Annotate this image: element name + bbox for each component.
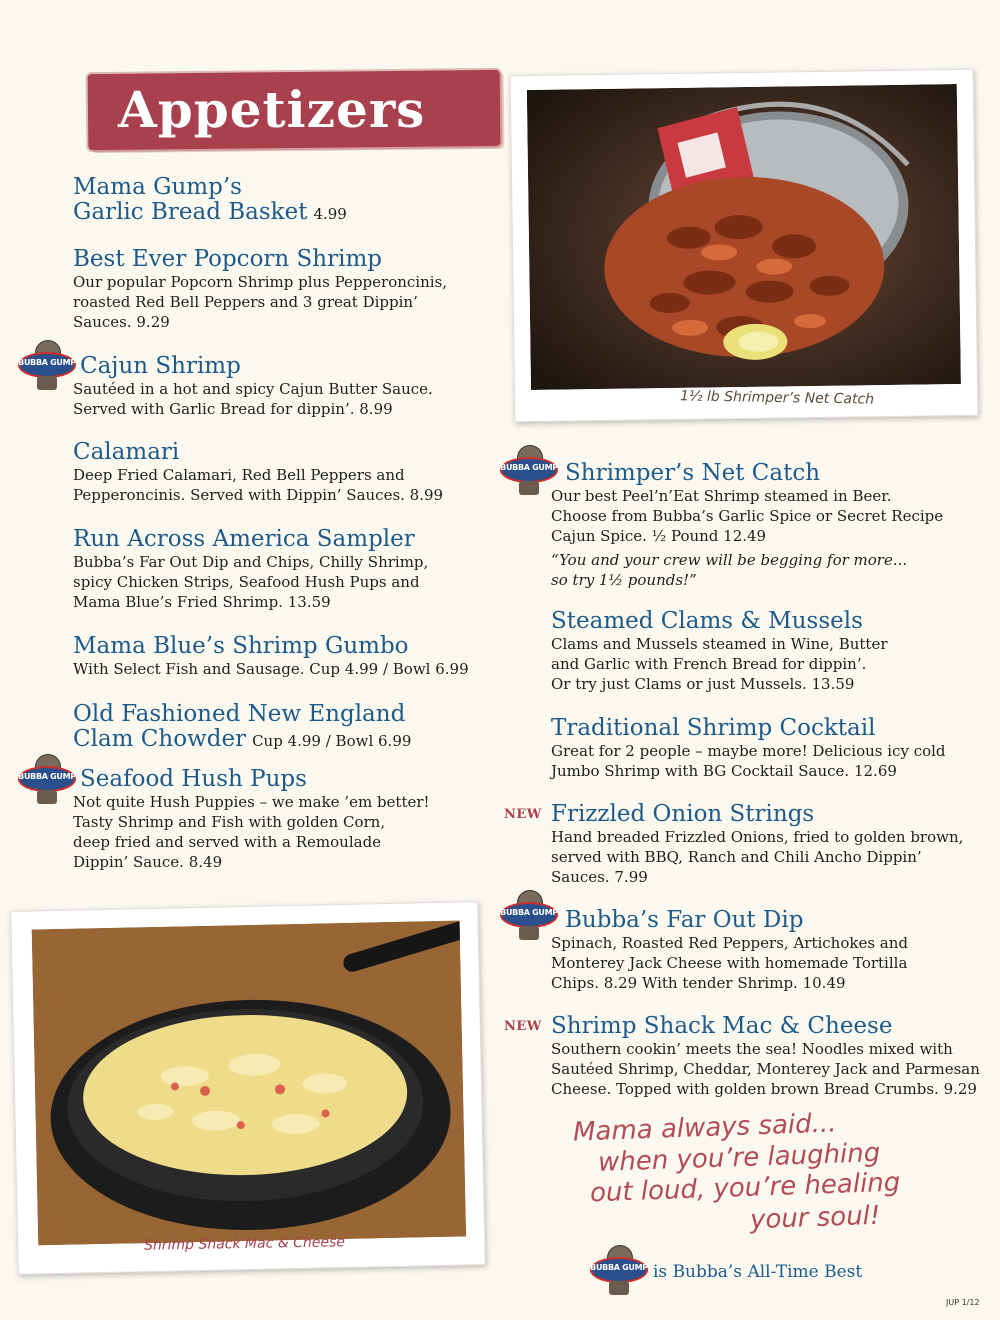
menu-item-shrimp-cocktail [551, 716, 981, 781]
item-desc-line: With Select Fish and Sausage. Cup 4.99 / Bowl 6.99 [73, 660, 469, 678]
item-desc-line: Southern cookin’ meets the sea! Noodles mixed with [551, 1040, 953, 1058]
menu-item-net-catch [551, 461, 981, 590]
item-title: Old Fashioned New England [73, 701, 406, 727]
item-desc-line: and Garlic with French Bread for dippin’. [551, 655, 867, 673]
item-desc-line: Deep Fried Calamari, Red Bell Peppers and [73, 466, 405, 484]
new-badge: NEW [504, 1019, 542, 1034]
item-title: Mama Gump’s [73, 174, 242, 200]
item-desc-line: Sauces. 9.29 [73, 313, 170, 331]
item-desc-line: Cheese. Topped with golden brown Bread Crumbs. 9.29 [551, 1080, 977, 1098]
item-title: Traditional Shrimp Cocktail [551, 715, 876, 741]
item-title: Run Across America Sampler [73, 526, 415, 552]
item-desc-line: Great for 2 people – maybe more! Delicious icy cold [551, 742, 946, 760]
slogan-line: out loud, you’re healing [589, 1167, 901, 1209]
menu-item-sampler [73, 527, 493, 612]
bubba-gump-logo-icon: BUBBA GUMP [500, 443, 558, 495]
item-title-line2: Clam Chowder Cup 4.99 / Bowl 6.99 [73, 726, 412, 752]
item-desc-line: Served with Garlic Bread for dippin’. 8.99 [73, 400, 393, 418]
page-title: Appetizers [118, 80, 426, 139]
photo-shrimp-image [527, 84, 961, 390]
bubba-best-note: is Bubba’s All-Time Best [653, 1262, 863, 1282]
menu-item-onion-strings [551, 802, 981, 887]
item-quote-line: so try 1½ pounds!” [551, 571, 697, 589]
item-desc-line: Or try just Clams or just Mussels. 13.59 [551, 675, 855, 693]
item-title: Seafood Hush Pups [80, 766, 307, 792]
item-desc-line: Cajun Spice. ½ Pound 12.49 [551, 527, 767, 545]
item-desc-line: spicy Chicken Strips, Seafood Hush Pups and [73, 573, 420, 591]
slogan-line: Mama always said... [572, 1108, 837, 1148]
photo-shrimp-caption: 1½ lb Shrimper’s Net Catch [679, 388, 875, 408]
item-desc-line: Choose from Bubba’s Garlic Spice or Secret Recipe [551, 507, 944, 525]
item-desc-line: Chips. 8.29 With tender Shrimp. 10.49 [551, 974, 846, 992]
item-quote-line: “You and your crew will be begging for more... [551, 551, 908, 569]
slogan-line: your soul! [749, 1200, 881, 1236]
item-desc-line: Sautéed Shrimp, Cheddar, Monterey Jack and Parmesan [551, 1060, 980, 1078]
menu-item-cajun-shrimp [73, 354, 493, 419]
menu-item-mac-cheese [551, 1014, 991, 1099]
item-desc-line: Tasty Shrimp and Fish with golden Corn, [73, 813, 386, 831]
item-title: Bubba’s Far Out Dip [565, 907, 804, 933]
bubba-gump-logo-icon: BUBBA GUMP [590, 1243, 648, 1295]
item-desc-line: Monterey Jack Cheese with homemade Tortilla [551, 954, 908, 972]
new-badge: NEW [504, 807, 542, 822]
bubba-gump-logo-icon: BUBBA GUMP [18, 752, 76, 804]
bubba-gump-logo-icon: BUBBA GUMP [18, 338, 76, 390]
item-title: Calamari [73, 439, 180, 465]
menu-item-far-out-dip [551, 908, 981, 993]
photo-mac-image [32, 921, 467, 1246]
item-desc-line: served with BBQ, Ranch and Chili Ancho Dippin’ [551, 848, 922, 866]
item-desc-line: Sauces. 7.99 [551, 868, 648, 886]
photo-shrimp-frame [510, 69, 979, 422]
menu-item-clams-mussels [551, 609, 981, 694]
bubba-gump-logo-icon: BUBBA GUMP [500, 888, 558, 940]
page-code: JUP 1/12 [946, 1298, 980, 1307]
item-desc-line: Hand breaded Frizzled Onions, fried to golden brown, [551, 828, 964, 846]
item-desc-line: Clams and Mussels steamed in Wine, Butter [551, 635, 888, 653]
menu-item-gumbo [73, 634, 493, 679]
item-title: Best Ever Popcorn Shrimp [73, 246, 382, 272]
item-desc-line: Spinach, Roasted Red Peppers, Artichokes and [551, 934, 908, 952]
item-desc-line: Dippin’ Sauce. 8.49 [73, 853, 223, 871]
menu-item-calamari [73, 440, 493, 505]
item-title-line2: Garlic Bread Basket 4.99 [73, 199, 347, 225]
item-desc-line: Not quite Hush Puppies – we make ’em better! [73, 793, 430, 811]
item-price: 4.99 [313, 205, 347, 223]
item-desc-line: roasted Red Bell Peppers and 3 great Dippin’ [73, 293, 418, 311]
item-desc-line: Sautéed in a hot and spicy Cajun Butter Sauce. [73, 380, 433, 398]
item-desc-line: deep fried and served with a Remoulade [73, 833, 382, 851]
item-title: Shrimper’s Net Catch [565, 460, 821, 486]
item-desc-line: Our best Peel’n’Eat Shrimp steamed in Beer. [551, 487, 892, 505]
menu-item-clam-chowder [73, 702, 493, 754]
item-title: Cajun Shrimp [80, 353, 241, 379]
item-title: Mama Blue’s Shrimp Gumbo [73, 633, 409, 659]
item-title: Shrimp Shack Mac & Cheese [551, 1013, 893, 1039]
item-price: Cup 4.99 / Bowl 6.99 [252, 732, 412, 750]
photo-mac-caption: Shrimp Shack Mac & Cheese [143, 1234, 346, 1254]
photo-mac-frame [10, 901, 486, 1275]
menu-item-popcorn-shrimp [73, 247, 493, 332]
item-desc-line: Jumbo Shrimp with BG Cocktail Sauce. 12.69 [551, 762, 897, 780]
item-title: Steamed Clams & Mussels [551, 608, 863, 634]
item-desc-line: Mama Blue’s Fried Shrimp. 13.59 [73, 593, 331, 611]
menu-item-hush-pups [73, 767, 493, 872]
item-title: Frizzled Onion Strings [551, 801, 815, 827]
item-desc-line: Our popular Popcorn Shrimp plus Pepperoncinis, [73, 273, 448, 291]
menu-item-garlic-bread [73, 175, 473, 227]
item-desc-line: Bubba’s Far Out Dip and Chips, Chilly Shrimp, [73, 553, 429, 571]
item-desc-line: Pepperoncinis. Served with Dippin’ Sauces. 8.99 [73, 486, 444, 504]
slogan-line: when you’re laughing [597, 1138, 881, 1178]
